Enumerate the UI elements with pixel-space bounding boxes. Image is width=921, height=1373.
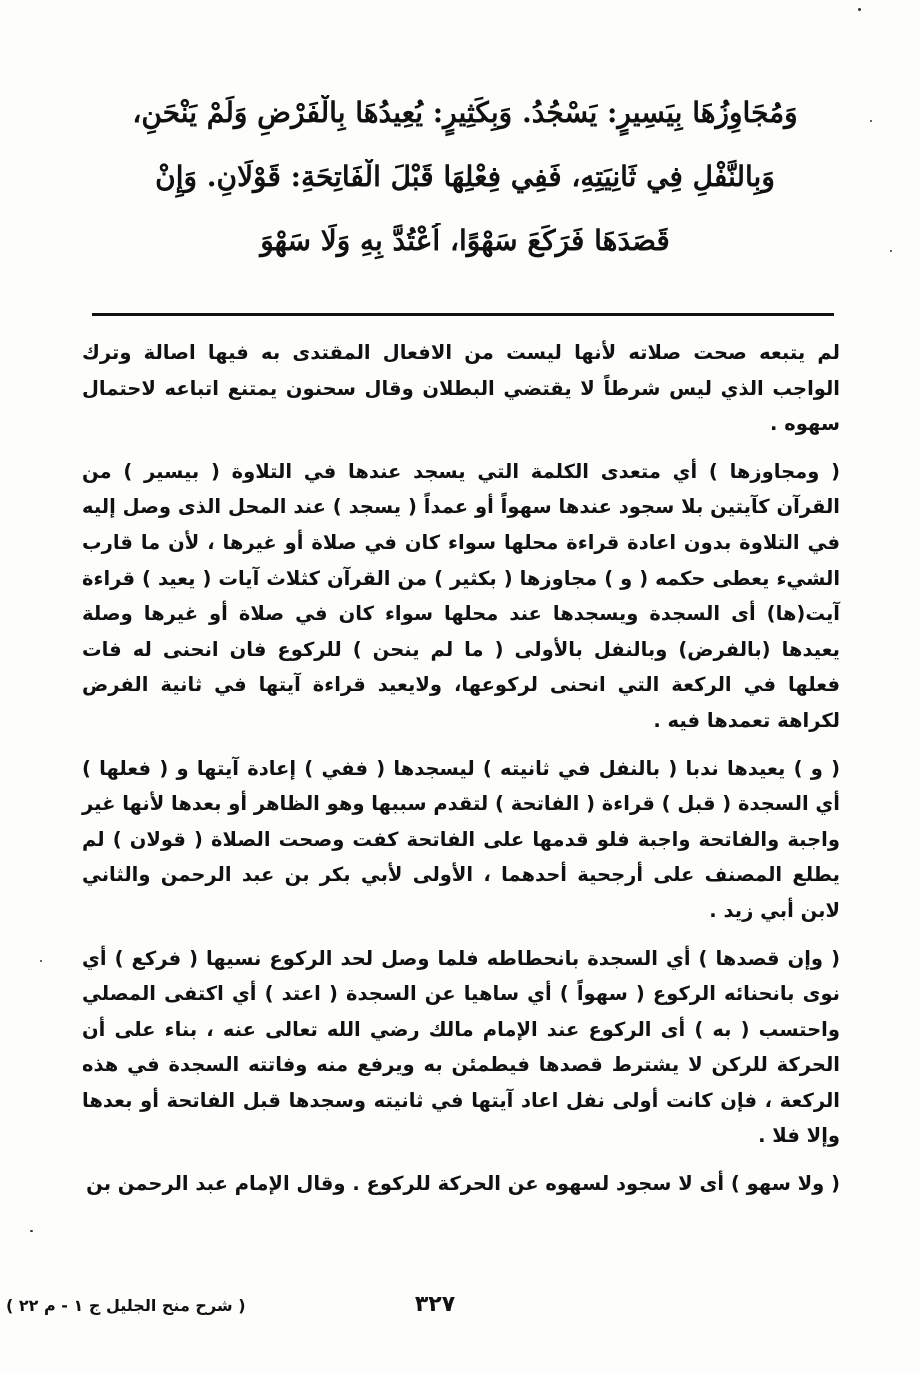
main-text-line: وَمُجَاوِزُهَا بِيَسِيرٍ: يَسْجُدُ. وَبِكَثِيرٍ: يُعِيدُهَا بِالْفَرْضِ وَلَمْ يَنْحَنِ، [132, 96, 798, 129]
main-text-line: وَبِالنَّفْلِ فِي ثَانِيَتِهِ، فَفِي فِعْلِهَا قَبْلَ الْفَاتِحَةِ: قَوْلَانِ. وَإِنْ [155, 160, 775, 193]
commentary-paragraph: ( و ) يعيدها ندبا ( بالنفل في ثانيته ) ليسجدها ( ففي ) إعادة آيتها و ( فعلها ) أي السجدة ( قبل ) قراءة ( الفاتحة ) لتقدم سببها وهو الظاهر أو بعدها لأنها غير واجبة والفاتحة واجبة فلو قدمها على الفاتحة كفت وصحت الصلاة ( قولان ) لم يطلع المصنف على أرجحية أحدهما ، الأولى لأبي بكر بن عبد الرحمن والثاني لابن أبي زيد . [82, 756, 840, 922]
scan-speck [30, 1230, 33, 1232]
separator-rule [92, 313, 834, 316]
commentary-paragraph: ( وإن قصدها ) أي السجدة بانحطاطه فلما وصل لحد الركوع نسيها ( فركع ) أي نوى بانحنائه الركوع ( سهواً ) أي ساهيا عن السجدة ( اعتد ) أي اكتفى المصلي واحتسب ( به ) أى الركوع عند الإمام مالك رضي الله تعالى عنه ، بناء على أن الحركة للركن لا يشترط قصدها فيطمئن به ويرفع منه وفاتته السجدة في هذه الركعة ، فإن كانت أولى نفل اعاد آيتها في ثانيته وسجدها قبل الفاتحة أو بعدها وإلا فلا . [82, 946, 840, 1148]
scan-speck [40, 960, 42, 962]
commentary-paragraph: لم يتبعه صحت صلاته لأنها ليست من الافعال المقتدى به فيها اصالة وترك الواجب الذي ليس شرطاً لا يقتضي البطلان وقال سحنون يمتنع اتباعه لاحتمال سهوه . [82, 341, 840, 436]
page-number: ٣٢٧ [414, 1292, 456, 1317]
scan-speck [870, 120, 872, 122]
main-text-block [95, 95, 835, 287]
commentary-block [82, 335, 840, 1202]
scan-speck [890, 250, 892, 252]
commentary-paragraph: ( ولا سهو ) أى لا سجود لسهوه عن الحركة للركوع . وقال الإمام عبد الرحمن بن [86, 1172, 840, 1196]
commentary-paragraph: ( ومجاوزها ) أي متعدى الكلمة التي يسجد عندها في التلاوة ( بيسير ) من القرآن كآيتين بلا سجود عندها سهواً أو عمداً ( يسجد ) عند المحل الذى وصل إليه في التلاوة بدون اعادة قراءة محلها سواء كان في صلاة أو غيرها ، لأن ما قارب الشيء يعطى حكمه ( و ) مجاوزها ( بكثير ) من القرآن كثلاث آيات ( يعيد ) قراءة آيت(ها) أى السجدة ويسجدها عند محلها سواء كان في صلاة أو غيرها وصلة يعيدها (بالفرض) وبالنفل بالأولى ( ما لم ينحن ) للركوع فان انحنى له فات فعلها في الركعة التي انحنى لركوعها، ولايعيد قراءة آيتها في ثانية الفرض لكراهة تعمدها فيه . [82, 459, 840, 732]
signature-mark: ( شرح منح الجليل ج ١ - م ٢٢ ) [6, 1296, 246, 1315]
page-footer [0, 1292, 921, 1326]
main-text-line: قَصَدَهَا فَرَكَعَ سَهْوًا، اُعْتُدَّ بِهِ وَلَا سَهْوَ [260, 224, 670, 257]
scan-speck [858, 8, 861, 11]
